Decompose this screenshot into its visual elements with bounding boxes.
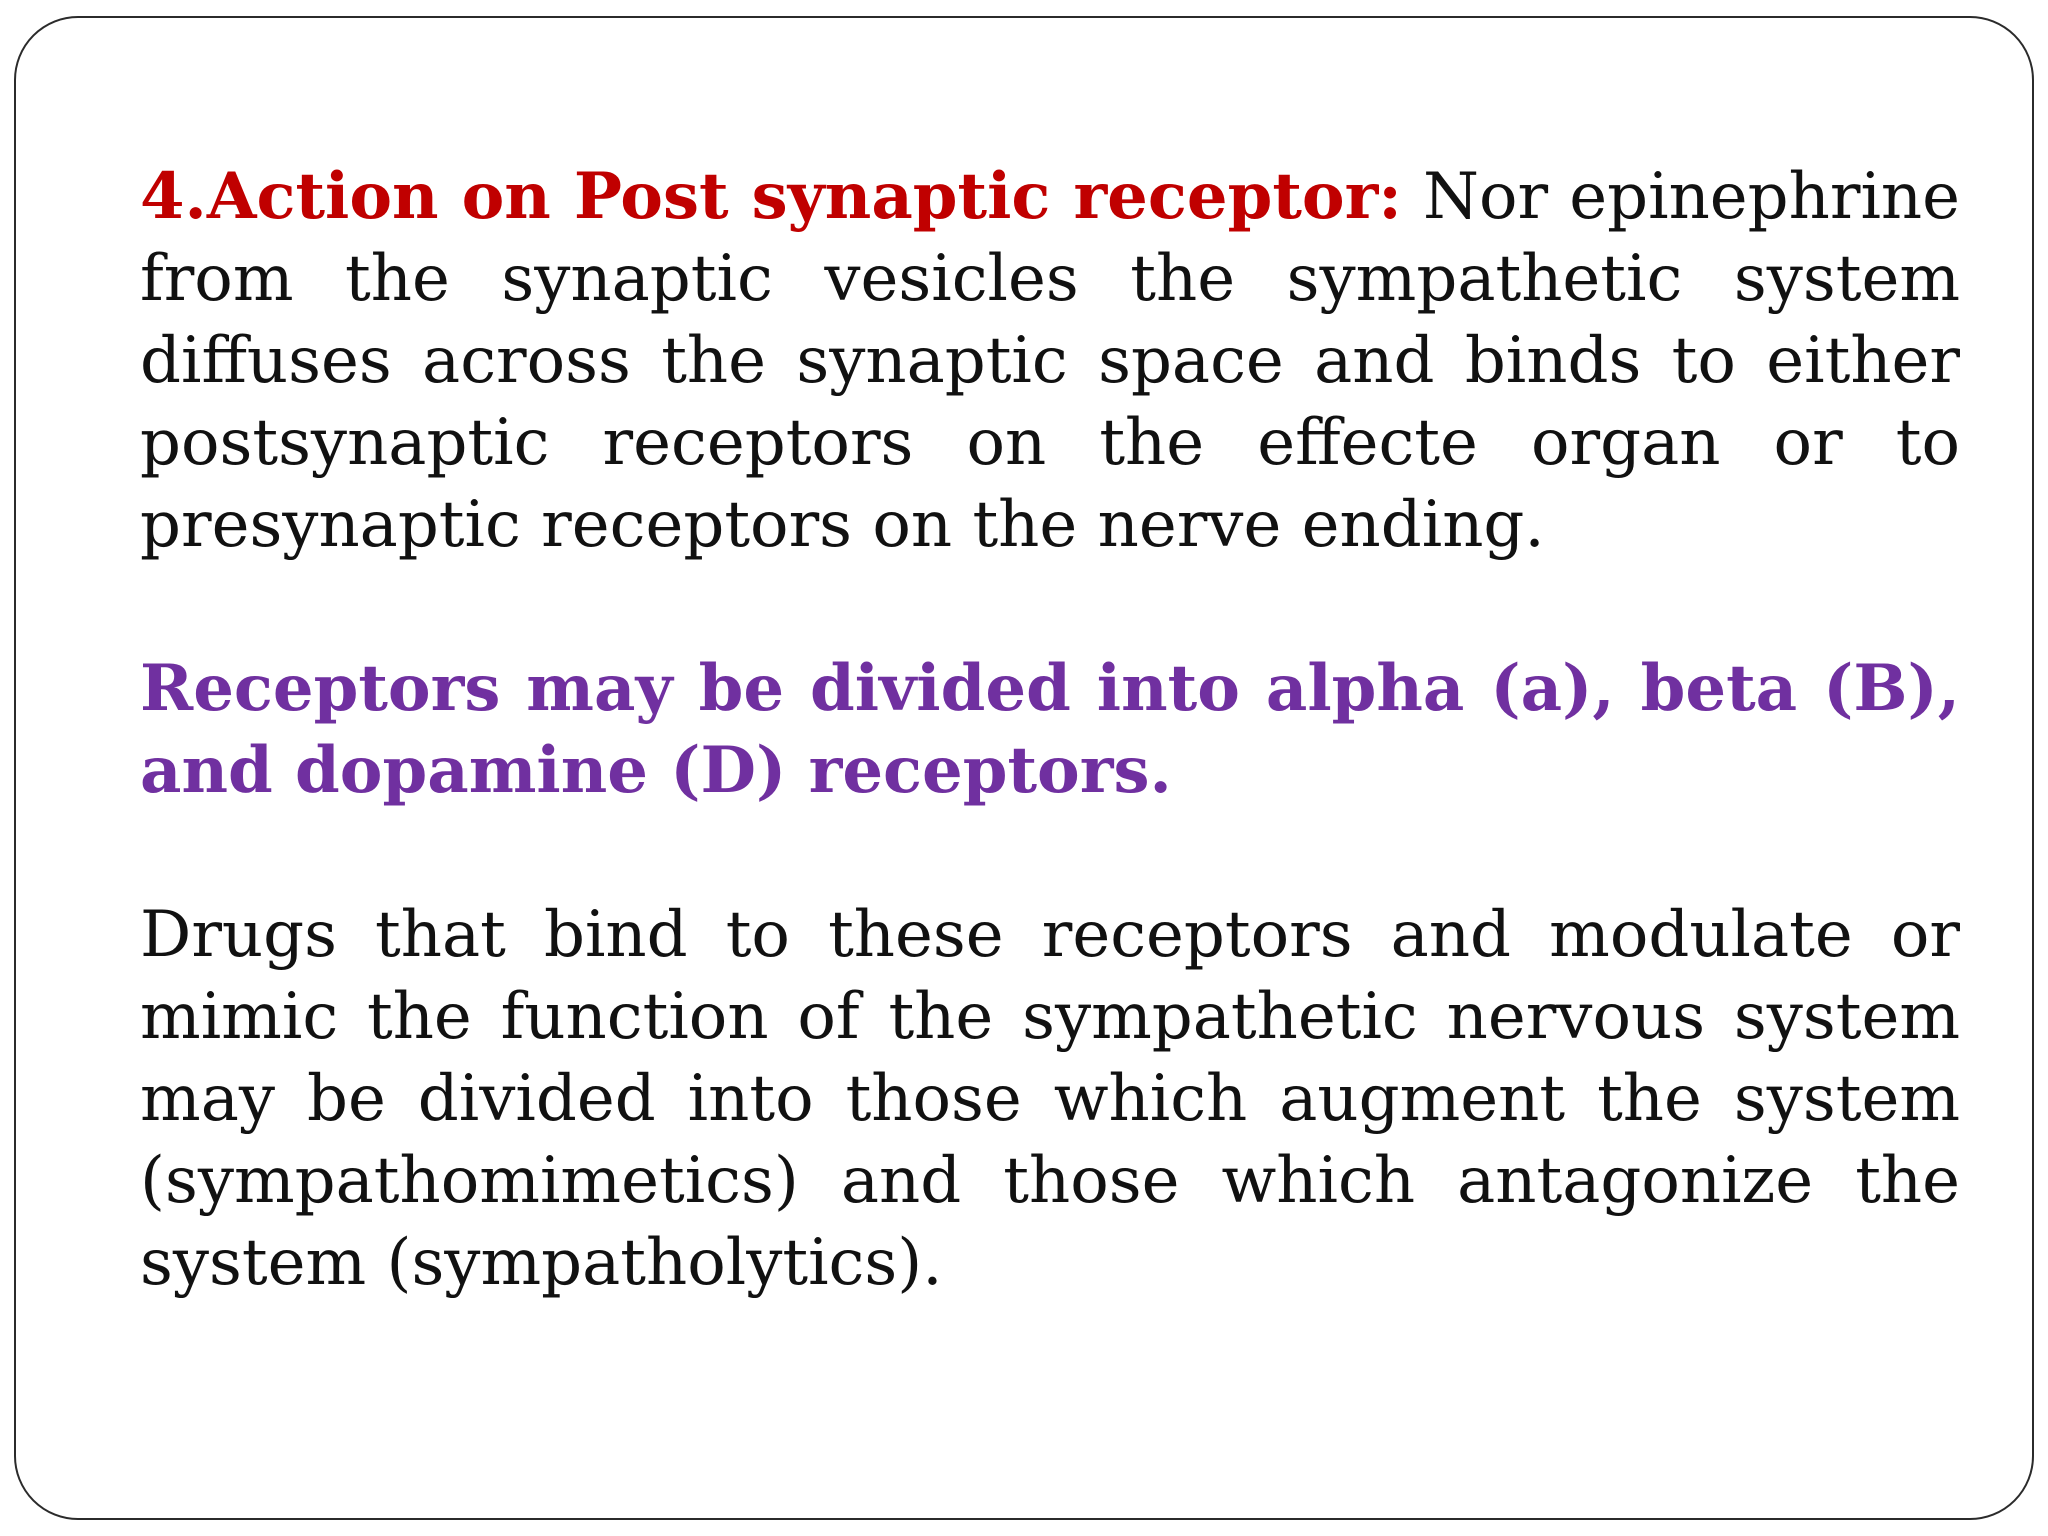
- paragraph-action-postsynaptic: [140, 156, 1960, 566]
- paragraph-body: Nor epinephrine from the synaptic vesicles the sympathetic system diffuses across the synaptic space and binds to either postsynaptic receptors on the effecte organ or to presynaptic receptors on the nerve ending.: [140, 160, 1960, 562]
- paragraph-spacer: [140, 566, 1960, 648]
- paragraph-spacer: [140, 812, 1960, 894]
- receptor-types-statement: Receptors may be divided into alpha (a), beta (B), and dopamine (D) receptors.: [140, 651, 1960, 808]
- section-heading: 4.Action on Post synaptic receptor:: [140, 159, 1402, 234]
- slide-frame: [14, 16, 2034, 1520]
- drugs-classification-paragraph: Drugs that bind to these receptors and modulate or mimic the function of the sympathetic nervous system may be divided into those which augment the system (sympathomimetics) and those which antagonize the system (sympatholytics).: [140, 898, 1960, 1300]
- slide-content: [140, 156, 1960, 1304]
